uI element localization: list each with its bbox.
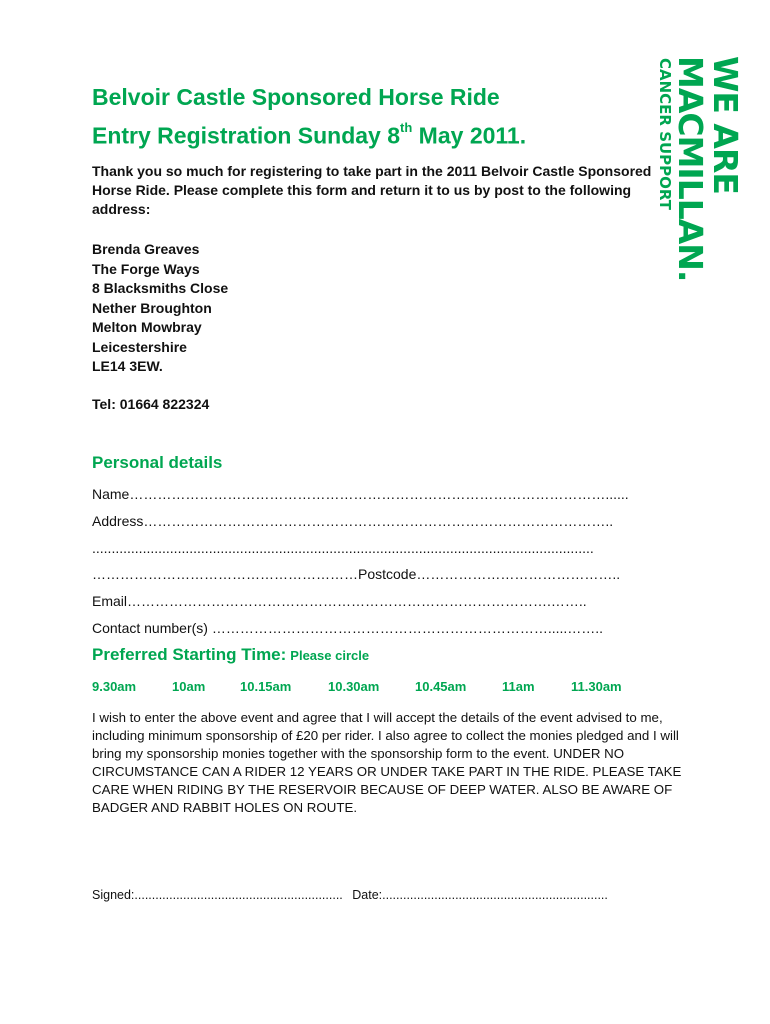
page-title xyxy=(92,80,526,153)
title-ordinal-suffix: th xyxy=(400,120,413,135)
time-option[interactable]: 10.30am xyxy=(328,679,380,694)
address-line: Nether Broughton xyxy=(92,299,212,316)
signature-row xyxy=(92,888,682,902)
personal-details-heading: Personal details xyxy=(92,453,223,472)
title-line-2-pre: Entry Registration Sunday 8 xyxy=(92,122,401,149)
title-line-1: Belvoir Castle Sponsored Horse Ride xyxy=(92,84,500,110)
address-line: Brenda Greaves xyxy=(92,241,200,257)
macmillan-logo xyxy=(656,56,745,282)
address-line: 8 Blacksmiths Close xyxy=(92,280,229,296)
starting-time-options xyxy=(92,679,652,694)
starting-time-heading xyxy=(92,645,369,665)
name-field[interactable]: Name…………………………………………………………………………………………...... xyxy=(92,486,629,502)
signature-field[interactable]: Signed:............................................................ xyxy=(92,888,343,902)
address-line: LE14 3EW. xyxy=(92,358,163,374)
time-option[interactable]: 10.45am xyxy=(415,679,467,694)
time-option[interactable]: 9.30am xyxy=(92,679,137,694)
declaration-text: I wish to enter the above event and agree that I will accept the details of the event advised to me, including minimum sponsorship of £20 per rider. I also agree to collect the monies pledged and I will bring my sponsorship monies together with the sponsorship form to the event. UNDER NO CIRCUMSTANCE CAN A RIDER 12 YEARS OR UNDER TAKE PART IN THE RIDE. PLEASE TAKE CARE WHEN RIDING BY THE RESERVOIR BECAUSE OF DEEP WATER. ALSO BE AWARE OF BADGER AND RABBIT HOLES ON ROUTE. xyxy=(92,710,682,815)
intro-text: Thank you so much for registering to take part in the 2011 Belvoir Castle Sponsored Horse Ride. Please complete this form and return it to us by post to the following address: xyxy=(92,163,652,217)
starting-time-title: Preferred Starting Time: xyxy=(92,645,287,664)
postcode-field[interactable]: …………………………………………………Postcode…………………………………….. xyxy=(92,566,621,582)
time-option[interactable]: 10.15am xyxy=(240,679,292,694)
address-line: The Forge Ways xyxy=(92,260,200,277)
starting-time-instruction: Please circle xyxy=(290,648,370,663)
time-option[interactable]: 11.30am xyxy=(571,679,622,694)
address-line: Leicestershire xyxy=(92,338,187,355)
address-field[interactable]: Address……………………………………………………………………………………….. xyxy=(92,513,614,529)
telephone: Tel: 01664 822324 xyxy=(92,396,210,412)
time-option[interactable]: 10am xyxy=(172,679,206,694)
address-field-line-2[interactable]: ................................................................................................................................. xyxy=(92,540,594,556)
title-line-2-post: May 2011. xyxy=(412,122,527,149)
contact-number-field[interactable]: Contact number(s) ……………………………………………………………….....…….. xyxy=(92,620,604,636)
time-option[interactable]: 11am xyxy=(502,679,535,694)
postal-address xyxy=(92,240,228,377)
logo-line-we-are: WE ARE xyxy=(706,56,745,194)
address-line: Melton Mowbray xyxy=(92,319,202,335)
logo-line-macmillan: MACMILLAN. xyxy=(671,56,710,282)
email-field[interactable]: Email……………………………………………………………………………….…….. xyxy=(92,593,587,609)
date-field[interactable]: Date:................................................................. xyxy=(352,888,608,902)
logo-line-cancer-support: CANCER SUPPORT xyxy=(656,58,674,211)
